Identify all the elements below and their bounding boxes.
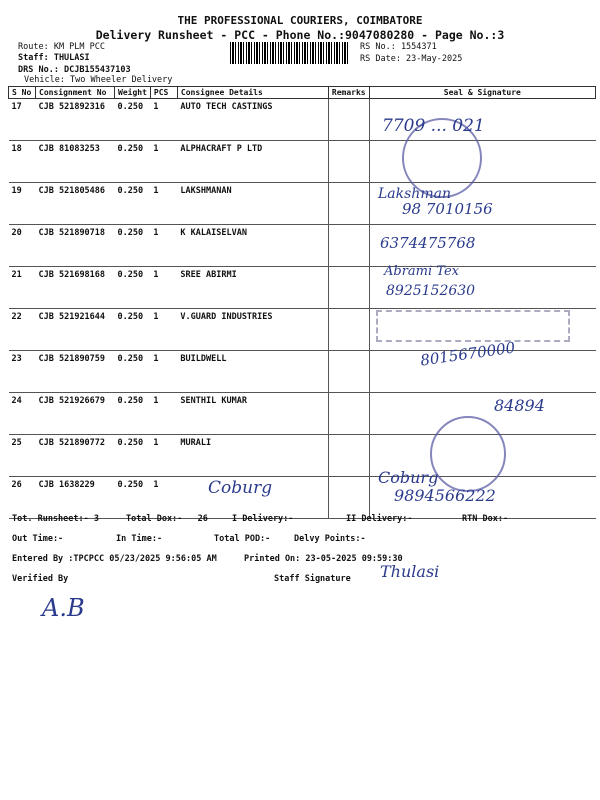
table-row bbox=[9, 477, 596, 519]
consignment-no: CJB 521890718 bbox=[36, 225, 115, 267]
consignee: ALPHACRAFT P LTD bbox=[177, 141, 328, 183]
weight: 0.250 bbox=[115, 225, 151, 267]
col-remarks: Remarks bbox=[328, 87, 369, 99]
remarks bbox=[328, 225, 369, 267]
col-consignee: Consignee Details bbox=[177, 87, 328, 99]
handwritten-phone: 8925152630 bbox=[386, 283, 476, 299]
handwritten-name: Coburg bbox=[208, 478, 273, 498]
pcs: 1 bbox=[150, 309, 177, 351]
route-label: Route: KM PLM PCC bbox=[18, 42, 105, 52]
remarks bbox=[328, 99, 369, 141]
pcs: 1 bbox=[150, 393, 177, 435]
remarks bbox=[328, 393, 369, 435]
pcs: 1 bbox=[150, 351, 177, 393]
consignment-no: CJB 521890772 bbox=[36, 435, 115, 477]
remarks bbox=[328, 267, 369, 309]
table-row bbox=[9, 141, 596, 183]
table-header-row bbox=[9, 87, 596, 99]
consignee: AUTO TECH CASTINGS bbox=[177, 99, 328, 141]
consignment-no: CJB 521805486 bbox=[36, 183, 115, 225]
total-pod: Total POD:- bbox=[214, 534, 271, 544]
col-sno: S No bbox=[9, 87, 36, 99]
table-row bbox=[9, 267, 596, 309]
consignment-no: CJB 521892316 bbox=[36, 99, 115, 141]
printed-on: Printed On: 23-05-2025 09:59:30 bbox=[244, 554, 403, 564]
company-seal-stamp bbox=[430, 416, 506, 492]
rs-date: RS Date: 23-May-2025 bbox=[360, 54, 463, 64]
pcs: 1 bbox=[150, 477, 177, 519]
out-time: Out Time:- bbox=[12, 534, 64, 544]
handwritten-phone: 8015670000 bbox=[419, 338, 517, 370]
consignment-no: CJB 521890759 bbox=[36, 351, 115, 393]
consignee: MURALI bbox=[177, 435, 328, 477]
weight: 0.250 bbox=[115, 99, 151, 141]
sno: 22 bbox=[9, 309, 36, 351]
col-consignment: Consignment No bbox=[36, 87, 115, 99]
verified-by-label: Verified By bbox=[12, 574, 69, 584]
staff-signature-scribble: Thulasi bbox=[380, 562, 440, 581]
table-row bbox=[9, 435, 596, 477]
weight: 0.250 bbox=[115, 351, 151, 393]
drs-number: DRS No.: DCJB155437103 bbox=[18, 65, 131, 75]
consignee: SREE ABIRMI bbox=[177, 267, 328, 309]
col-seal: Seal & Signature bbox=[369, 87, 595, 99]
handwritten-phone: 98 7010156 bbox=[402, 200, 493, 218]
i-delivery: I Delivery:- bbox=[232, 514, 294, 524]
sno: 25 bbox=[9, 435, 36, 477]
consignment-no: CJB 1638229 bbox=[36, 477, 115, 519]
col-pcs: PCS bbox=[150, 87, 177, 99]
consignee: K KALAISELVAN bbox=[177, 225, 328, 267]
total-dox: Total Dox:- 26 bbox=[126, 514, 208, 524]
handwritten-phone: 7709 ... 021 bbox=[382, 116, 485, 136]
sno: 18 bbox=[9, 141, 36, 183]
pcs: 1 bbox=[150, 435, 177, 477]
weight: 0.250 bbox=[115, 141, 151, 183]
company-rect-stamp bbox=[376, 310, 570, 342]
pcs: 1 bbox=[150, 141, 177, 183]
vehicle-label: Vehicle: Two Wheeler Delivery bbox=[24, 75, 173, 85]
rs-number: RS No.: 1554371 bbox=[360, 42, 437, 52]
entered-by: Entered By :TPCPCC 05/23/2025 9:56:05 AM bbox=[12, 554, 217, 564]
sno: 26 bbox=[9, 477, 36, 519]
staff-label: Staff: THULASI bbox=[18, 53, 90, 63]
table-row bbox=[9, 183, 596, 225]
handwritten-phone: 9894566222 bbox=[394, 486, 496, 505]
runsheet-title: Delivery Runsheet - PCC - Phone No.:9047080280 - Page No.:3 bbox=[95, 28, 505, 42]
handwritten-name: Abrami Tex bbox=[384, 264, 459, 279]
pcs: 1 bbox=[150, 99, 177, 141]
rtn-dox: RTN Dox:- bbox=[462, 514, 509, 524]
sno: 24 bbox=[9, 393, 36, 435]
consignee: LAKSHMANAN bbox=[177, 183, 328, 225]
staff-signature-label: Staff Signature bbox=[274, 574, 351, 584]
remarks bbox=[328, 351, 369, 393]
total-runsheet: Tot. Runsheet:- 3 bbox=[12, 514, 99, 524]
weight: 0.250 bbox=[115, 393, 151, 435]
consignment-no: CJB 521698168 bbox=[36, 267, 115, 309]
verified-signature-scribble: A.B bbox=[42, 594, 85, 622]
in-time: In Time:- bbox=[116, 534, 163, 544]
weight: 0.250 bbox=[115, 309, 151, 351]
consignee: V.GUARD INDUSTRIES bbox=[177, 309, 328, 351]
weight: 0.250 bbox=[115, 477, 151, 519]
remarks bbox=[328, 309, 369, 351]
company-title: THE PROFESSIONAL COURIERS, COIMBATORE bbox=[177, 14, 423, 27]
sno: 19 bbox=[9, 183, 36, 225]
consignment-no: CJB 81083253 bbox=[36, 141, 115, 183]
consignee: BUILDWELL bbox=[177, 351, 328, 393]
runsheet-table bbox=[8, 86, 596, 519]
barcode-image bbox=[230, 42, 350, 64]
pcs: 1 bbox=[150, 183, 177, 225]
remarks bbox=[328, 183, 369, 225]
sno: 23 bbox=[9, 351, 36, 393]
ii-delivery: II Delivery:- bbox=[346, 514, 413, 524]
consignment-no: CJB 521921644 bbox=[36, 309, 115, 351]
pcs: 1 bbox=[150, 267, 177, 309]
weight: 0.250 bbox=[115, 267, 151, 309]
handwritten-name: Coburg bbox=[378, 468, 439, 487]
weight: 0.250 bbox=[115, 183, 151, 225]
sno: 20 bbox=[9, 225, 36, 267]
weight: 0.250 bbox=[115, 435, 151, 477]
remarks bbox=[328, 141, 369, 183]
handwritten-number: 84894 bbox=[494, 396, 545, 415]
remarks bbox=[328, 435, 369, 477]
remarks bbox=[328, 477, 369, 519]
consignee: SENTHIL KUMAR bbox=[177, 393, 328, 435]
table-row bbox=[9, 225, 596, 267]
sno: 21 bbox=[9, 267, 36, 309]
handwritten-phone: 6374475768 bbox=[380, 234, 476, 252]
handwritten-name: Lakshman bbox=[378, 186, 451, 202]
col-weight: Weight bbox=[115, 87, 151, 99]
consignment-no: CJB 521926679 bbox=[36, 393, 115, 435]
sno: 17 bbox=[9, 99, 36, 141]
table-row bbox=[9, 99, 596, 141]
delvy-points: Delvy Points:- bbox=[294, 534, 366, 544]
pcs: 1 bbox=[150, 225, 177, 267]
